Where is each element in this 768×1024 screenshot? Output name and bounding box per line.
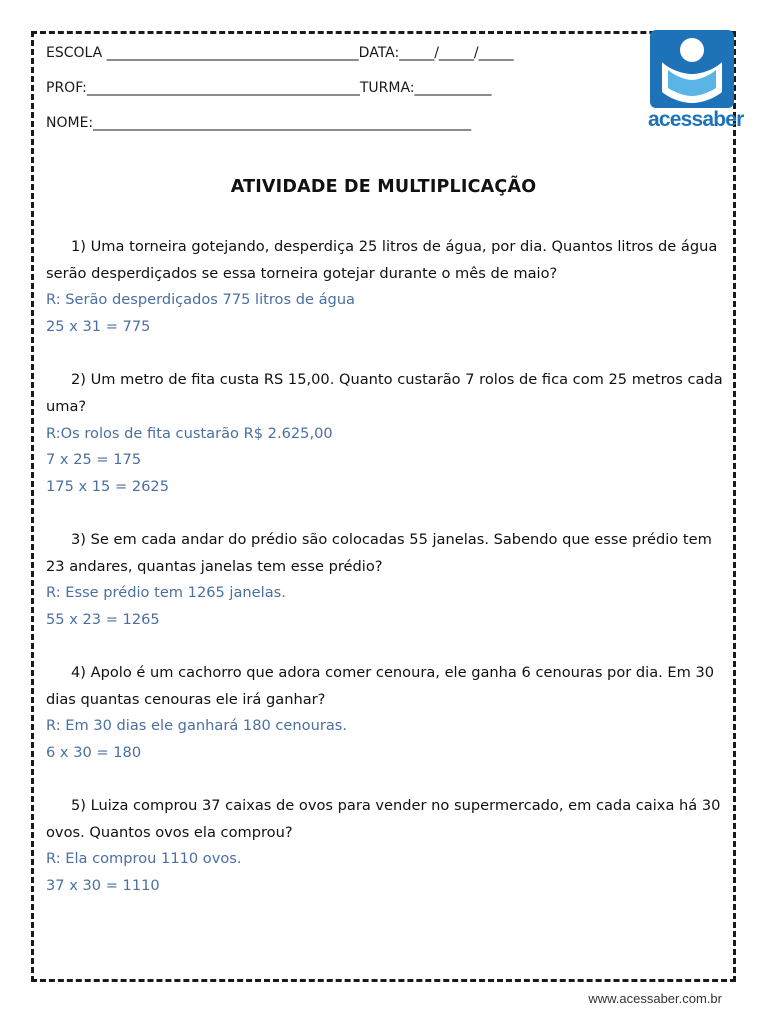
header-escola-line: ESCOLA ____________________________________DATA:_____/_____/_____: [46, 45, 514, 61]
question-4-calc-1: 6 x 30 = 180: [46, 744, 142, 761]
question-1-text: 1) Uma torneira gotejando, desperdiça 25 litros de água, por dia. Quantos litros de água serão desperdiçados se essa torneira gotejar durante o mês de maio?: [46, 238, 718, 282]
question-2-answer: R:Os rolos de fita custarão R$ 2.625,00: [46, 425, 333, 442]
question-3-answer: R: Esse prédio tem 1265 janelas.: [46, 584, 286, 601]
header-nome-line: NOME:______________________________________________________: [46, 115, 472, 131]
question-3-calc-1: 55 x 23 = 1265: [46, 611, 160, 628]
question-2-text: 2) Um metro de fita custa RS 15,00. Quanto custarão 7 rolos de fica com 25 metros cada uma?: [46, 371, 723, 415]
question-5-calc-1: 37 x 30 = 1110: [46, 877, 160, 894]
page-title: ATIVIDADE DE MULTIPLICAÇÃO: [230, 177, 537, 197]
footer-website-link[interactable]: www.acessaber.com.br: [588, 991, 722, 1006]
question-3-text: 3) Se em cada andar do prédio são colocadas 55 janelas. Sabendo que esse prédio tem 23 andares, quantas janelas tem esse prédio?: [46, 531, 712, 575]
question-2-calc-1: 7 x 25 = 175: [46, 451, 142, 468]
question-2-calc-2: 175 x 15 = 2625: [46, 478, 169, 495]
question-5-text: 5) Luiza comprou 37 caixas de ovos para vender no supermercado, em cada caixa há 30 ovos. Quantos ovos ela comprou?: [46, 797, 721, 841]
header-prof-line: PROF:_______________________________________TURMA:___________: [46, 80, 492, 96]
question-4-answer: R: Em 30 dias ele ganhará 180 cenouras.: [46, 717, 348, 734]
logo-wordmark: acessaber: [648, 108, 744, 131]
question-1-answer: R: Serão desperdiçados 775 litros de água: [46, 291, 356, 308]
question-5-answer: R: Ela comprou 1110 ovos.: [46, 850, 242, 867]
question-1-calc-1: 25 x 31 = 775: [46, 318, 151, 335]
question-4-text: 4) Apolo é um cachorro que adora comer cenoura, ele ganha 6 cenouras por dia. Em 30 dias quantas cenouras ele irá ganhar?: [46, 664, 715, 708]
